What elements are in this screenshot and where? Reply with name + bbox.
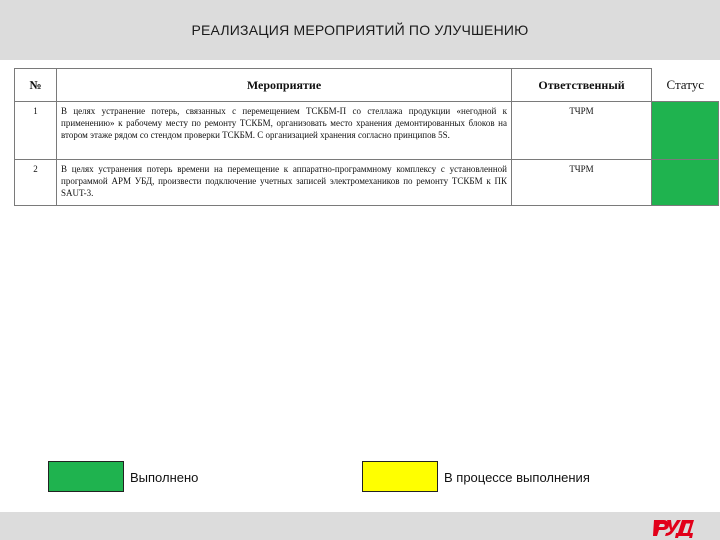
header-num: №: [15, 69, 57, 102]
bottom-bar: [0, 512, 720, 540]
row-num: 1: [15, 102, 57, 160]
row-responsible: ТЧРМ: [512, 102, 652, 160]
row-measure-text: В целях устранение потерь, связанных с перемещением ТСКБМ-П со стеллажа продукции «негодной к применению» к рабочему месту по ремонту ТСКБМ, организовать место хранения демонтированных блоков на втором этаже рядом со стендом проверки ТСКБМ. С организацией хранения согласно принципов 5S.: [57, 102, 512, 160]
row-responsible: ТЧРМ: [512, 160, 652, 206]
rzd-logo-icon: [652, 514, 698, 538]
legend-done-swatch: [48, 461, 124, 492]
legend-in-progress-label: В процессе выполнения: [444, 470, 590, 485]
header-responsible: Ответственный: [512, 69, 652, 102]
header-measure: Мероприятие: [57, 69, 512, 102]
header-status: Статус: [666, 76, 705, 92]
table-header-row: [15, 69, 719, 102]
table-row: [15, 160, 719, 206]
title-bar: [0, 0, 720, 60]
row-status-indicator: [652, 160, 719, 206]
legend-in-progress-swatch: [362, 461, 438, 492]
table-row: [15, 102, 719, 160]
legend-done-label: Выполнено: [130, 470, 199, 485]
measures-table: [14, 68, 719, 206]
rzd-logo-mark: [653, 520, 694, 538]
row-num: 2: [15, 160, 57, 206]
page-title: РЕАЛИЗАЦИЯ МЕРОПРИЯТИЙ ПО УЛУЧШЕНИЮ: [191, 22, 529, 38]
row-status-indicator: [652, 102, 719, 160]
row-measure-text: В целях устранения потерь времени на перемещение к аппаратно-программному комплексу с установленной программой АРМ УБД, произвести подключение учетных записей электромехаников по ремонту ТСКБМ к ПК SAUT-3.: [57, 160, 512, 206]
